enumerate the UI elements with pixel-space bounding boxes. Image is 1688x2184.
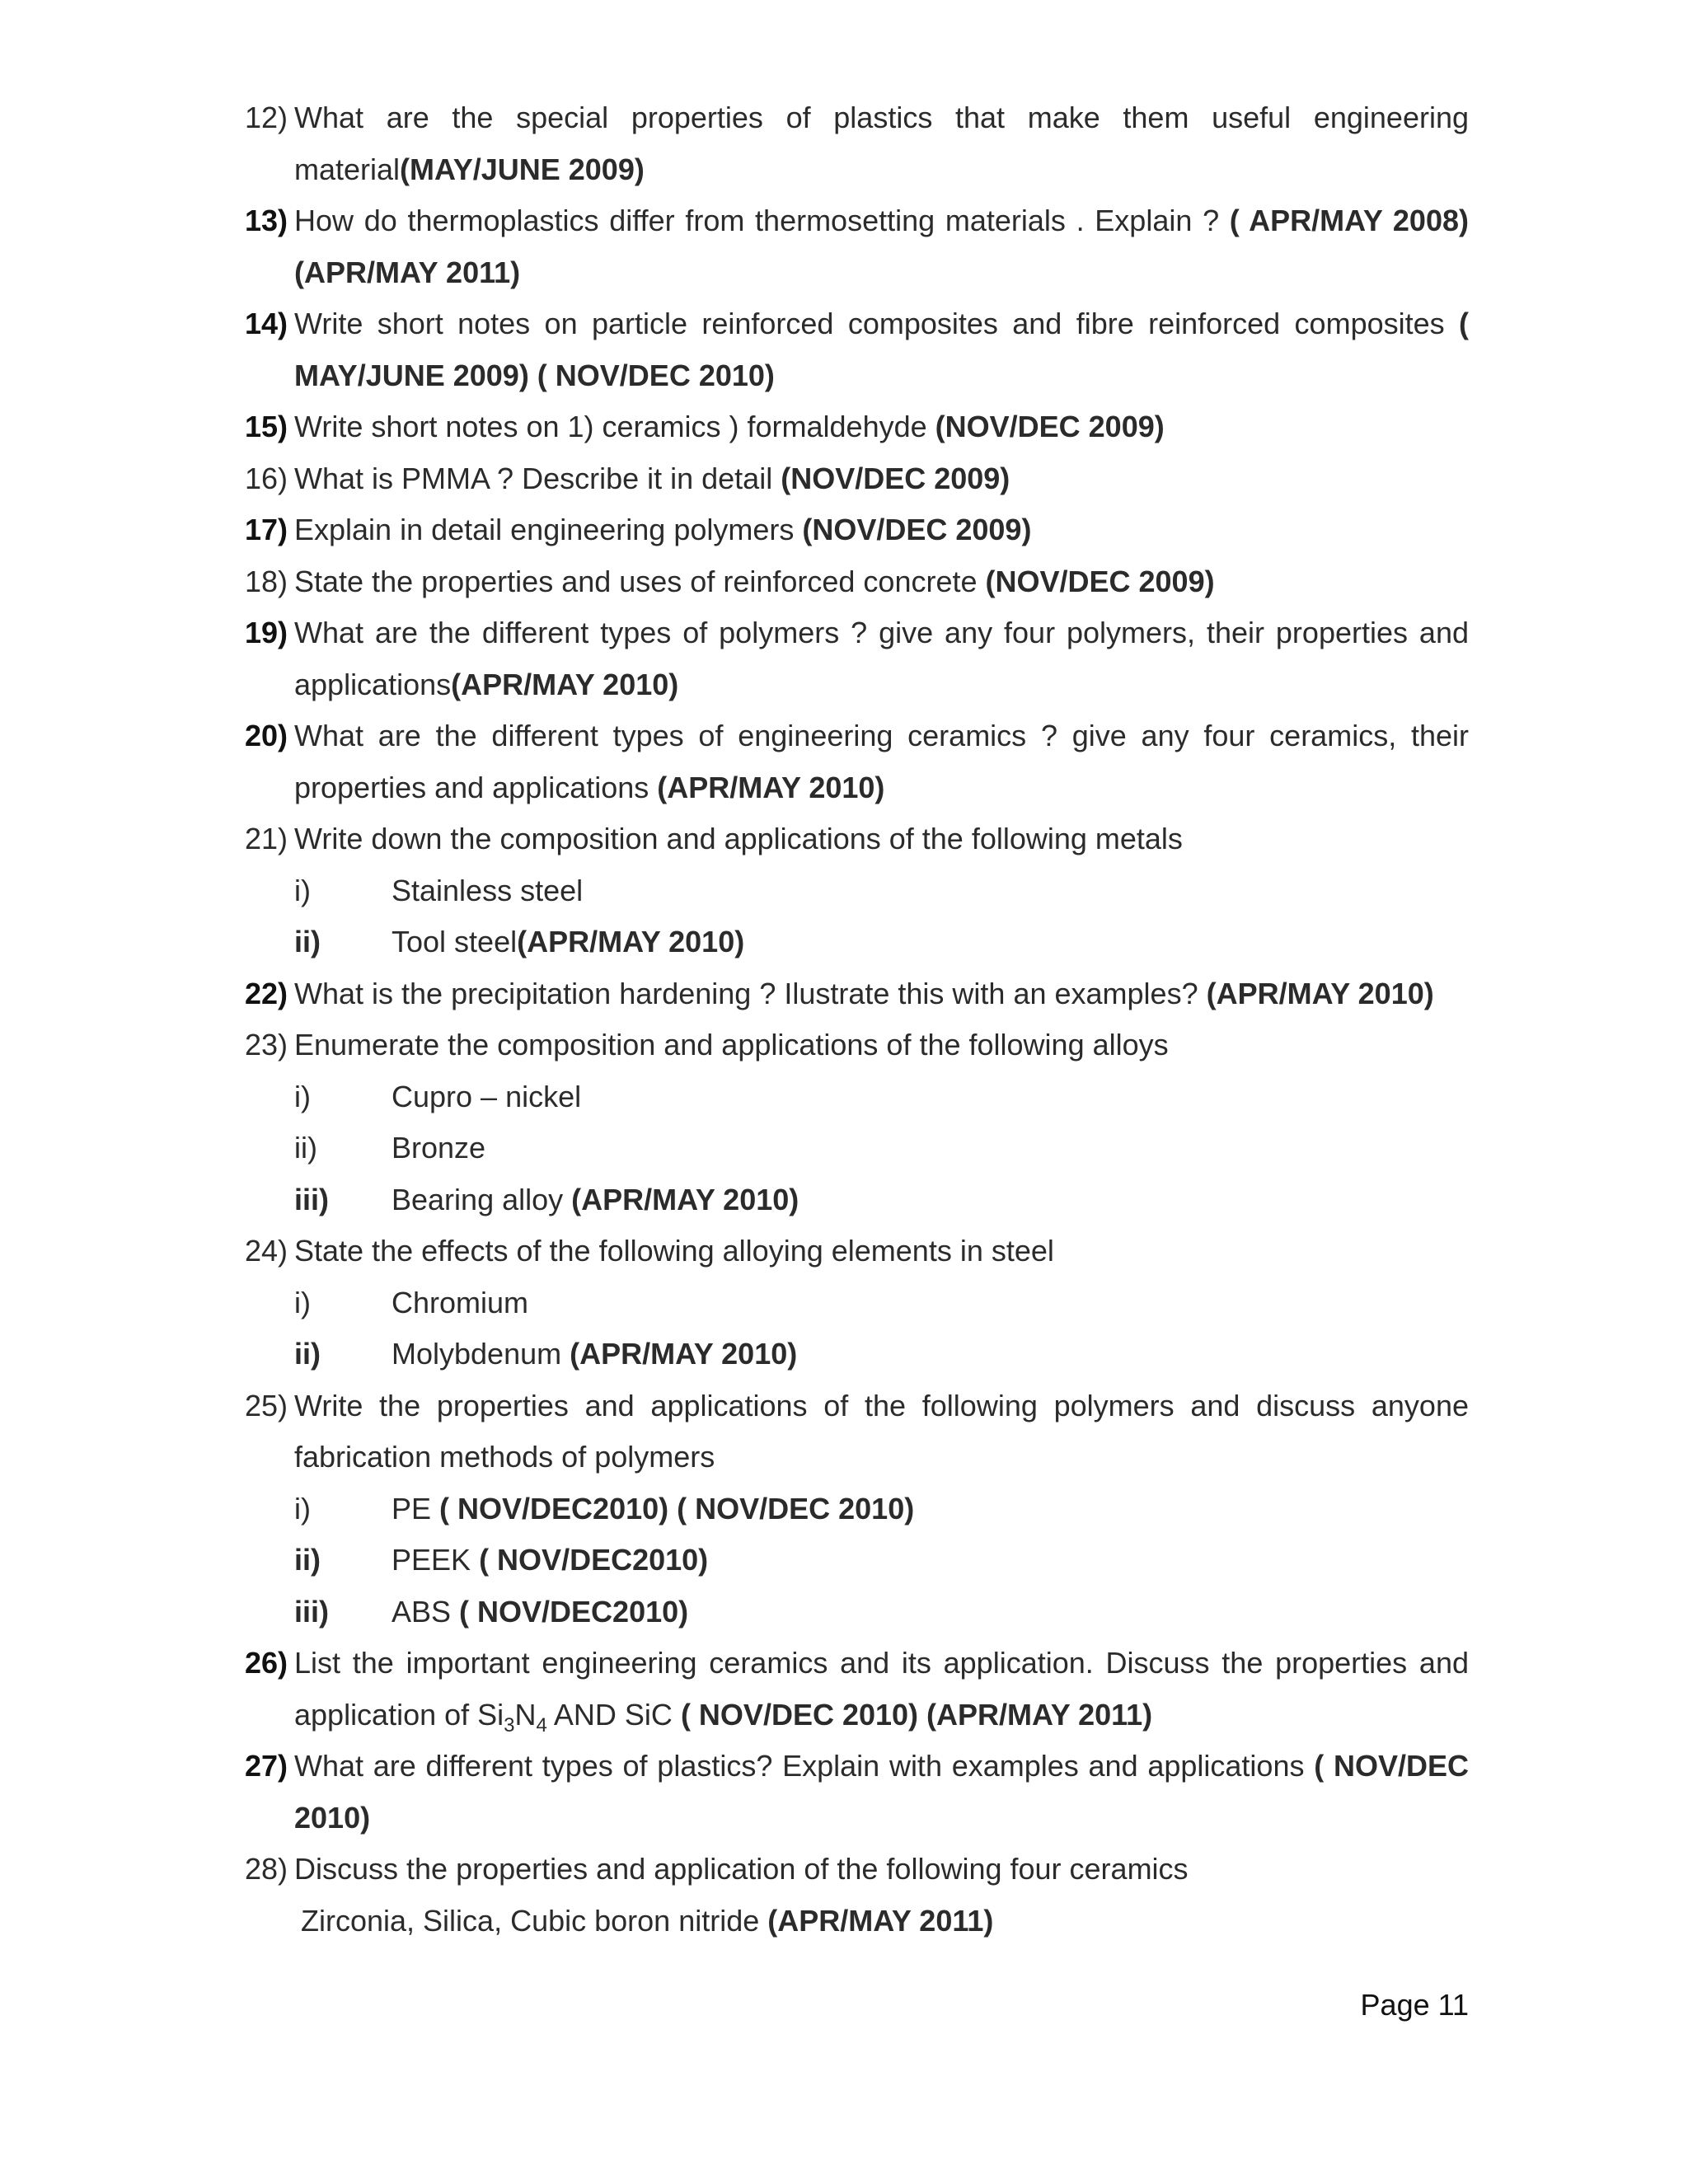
- sub-item-label: ii): [294, 1337, 321, 1371]
- sub-item-text: Stainless steel: [392, 873, 584, 907]
- exam-tag: (NOV/DEC 2009): [802, 513, 1032, 546]
- sub-item: [245, 1174, 1469, 1226]
- page-number: Page 11: [1360, 1988, 1469, 2022]
- question-text: Enumerate the composition and applications of the following alloys: [294, 1028, 1169, 1062]
- question-12: [245, 92, 1469, 195]
- sub-item-label: i): [294, 1285, 311, 1319]
- sub-item: [245, 1586, 1469, 1638]
- sub-item-label: iii): [294, 1594, 329, 1629]
- sub-item-label: i): [294, 1079, 311, 1113]
- question-text: What are the special properties of plastics that make them useful engineering material: [294, 101, 1469, 186]
- exam-tag: ( NOV/DEC 2010): [294, 1749, 1469, 1835]
- sub-item-label: iii): [294, 1182, 329, 1216]
- question-17: [245, 504, 1469, 556]
- exam-tag: (APR/MAY 2010): [657, 770, 885, 804]
- exam-tag: (NOV/DEC 2009): [935, 410, 1165, 443]
- question-number: 24): [245, 1234, 288, 1268]
- question-text: Write short notes on particle reinforced composites and fibre reinforced composites: [294, 307, 1459, 340]
- sub-item: [245, 1329, 1469, 1380]
- question-number: 28): [245, 1852, 288, 1886]
- question-number: 13): [245, 204, 288, 237]
- question-list: [245, 92, 1469, 1947]
- question-number: 20): [245, 719, 288, 752]
- question-number: 26): [245, 1646, 288, 1680]
- question-number: 14): [245, 307, 288, 340]
- exam-tag: (APR/MAY 2010): [570, 1337, 798, 1371]
- question-text: N: [514, 1697, 537, 1732]
- question-24: [245, 1226, 1469, 1277]
- exam-tag: ( MAY/JUNE 2009) ( NOV/DEC 2010): [294, 307, 1469, 392]
- question-16: [245, 453, 1469, 505]
- exam-tag: (APR/MAY 2010): [571, 1182, 799, 1216]
- sub-item: [245, 1535, 1469, 1586]
- question-number: 17): [245, 513, 288, 546]
- sub-item: [245, 1483, 1469, 1535]
- sub-item: [245, 1277, 1469, 1329]
- subscript: 3: [504, 1713, 515, 1736]
- sub-item-label: ii): [294, 1131, 317, 1165]
- exam-tag: ( NOV/DEC2010): [459, 1594, 689, 1629]
- sub-item-text: Tool steel: [392, 925, 518, 958]
- question-number: 21): [245, 822, 288, 855]
- sub-item-text: Cupro – nickel: [392, 1079, 582, 1113]
- question-text: What is the precipitation hardening ? Ilustrate this with an examples?: [294, 976, 1207, 1010]
- exam-tag: ( NOV/DEC 2010) (APR/MAY 2011): [680, 1697, 1153, 1732]
- question-text: What is PMMA ? Describe it in detail: [294, 461, 781, 495]
- question-15: [245, 401, 1469, 453]
- sub-item-label: ii): [294, 925, 321, 958]
- question-28: [245, 1844, 1469, 1896]
- question-text: Write the properties and applications of the following polymers and discuss anyone fabrication methods of polymers: [294, 1388, 1469, 1474]
- sub-item-text: Chromium: [392, 1285, 529, 1319]
- question-text: State the properties and uses of reinforced concrete: [294, 564, 986, 598]
- question-text: Write down the composition and applications of the following metals: [294, 822, 1183, 855]
- question-text: AND SiC: [546, 1697, 681, 1732]
- exam-tag: (APR/MAY 2010): [517, 925, 745, 958]
- question-14: [245, 298, 1469, 401]
- sub-item-text: Bronze: [392, 1131, 486, 1165]
- question-number: 25): [245, 1388, 288, 1422]
- question-text: Write short notes on 1) ceramics ) formaldehyde: [294, 410, 935, 443]
- sub-item-label: ii): [294, 1543, 321, 1577]
- sub-item: [245, 1122, 1469, 1174]
- sub-item-label: i): [294, 873, 311, 907]
- question-26: [245, 1638, 1469, 1741]
- question-text: How do thermoplastics differ from thermosetting materials . Explain ?: [294, 204, 1230, 237]
- question-text: List the important engineering ceramics and its application. Discuss the properties and application of Si: [294, 1646, 1469, 1732]
- question-number: 19): [245, 616, 288, 649]
- question-text: State the effects of the following alloying elements in steel: [294, 1234, 1054, 1268]
- question-text: What are the different types of engineering ceramics ? give any four ceramics, their properties and applications: [294, 719, 1469, 804]
- question-number: 12): [245, 101, 288, 134]
- exam-tag: ( NOV/DEC2010) ( NOV/DEC 2010): [439, 1491, 915, 1526]
- exam-tag: (MAY/JUNE 2009): [400, 152, 645, 186]
- exam-tag: (NOV/DEC 2009): [985, 564, 1215, 598]
- question-19: [245, 607, 1469, 710]
- question-number: 23): [245, 1028, 288, 1062]
- question-22: [245, 968, 1469, 1020]
- question-text: Explain in detail engineering polymers: [294, 513, 803, 546]
- sub-item: [245, 865, 1469, 917]
- exam-tag: ( NOV/DEC2010): [479, 1543, 709, 1577]
- question-21: [245, 813, 1469, 865]
- question-number: 15): [245, 410, 288, 443]
- sub-item-label: i): [294, 1491, 311, 1526]
- sub-item: [245, 1071, 1469, 1123]
- sub-item-text: Bearing alloy: [392, 1182, 572, 1216]
- question-number: 18): [245, 564, 288, 598]
- question-25: [245, 1380, 1469, 1483]
- exam-tag: (APR/MAY 2010): [1206, 976, 1434, 1010]
- sub-item-text: PEEK: [392, 1543, 480, 1577]
- question-text: Discuss the properties and application of the following four ceramics: [294, 1852, 1189, 1886]
- exam-tag: (NOV/DEC 2009): [781, 461, 1010, 495]
- question-18: [245, 556, 1469, 608]
- question-number: 27): [245, 1749, 288, 1783]
- ceramics-list: Zirconia, Silica, Cubic boron nitride: [301, 1903, 768, 1938]
- question-23: [245, 1019, 1469, 1071]
- exam-tag: (APR/MAY 2011): [767, 1903, 994, 1938]
- sub-item-text: PE: [392, 1491, 440, 1526]
- subscript: 4: [536, 1713, 547, 1736]
- question-13: [245, 195, 1469, 298]
- question-28-continuation: [245, 1896, 1469, 1947]
- question-number: 16): [245, 461, 288, 495]
- question-text: What are different types of plastics? Explain with examples and applications: [294, 1749, 1315, 1783]
- sub-item-text: ABS: [392, 1594, 460, 1629]
- question-text: What are the different types of polymers ? give any four polymers, their properties and applications: [294, 616, 1469, 701]
- exam-tag: (APR/MAY 2010): [451, 667, 679, 701]
- question-27: [245, 1741, 1469, 1844]
- question-number: 22): [245, 976, 288, 1010]
- sub-item: [245, 916, 1469, 968]
- exam-tag: ( APR/MAY 2008)(APR/MAY 2011): [294, 204, 1469, 289]
- question-20: [245, 710, 1469, 813]
- sub-item-text: Molybdenum: [392, 1337, 570, 1371]
